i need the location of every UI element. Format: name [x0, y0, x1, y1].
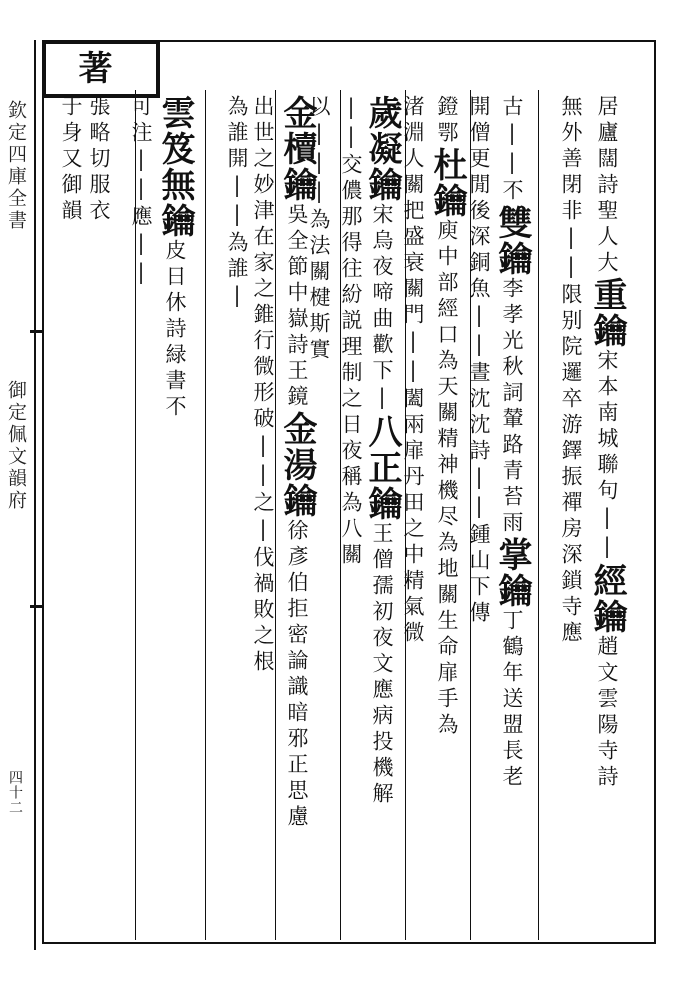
- text-column: [587, 95, 627, 791]
- headword: 經鑰: [587, 563, 627, 635]
- entry-text: 宋本南城聯句||: [595, 349, 619, 563]
- margin-divider: [34, 40, 36, 950]
- text-column: [362, 95, 402, 808]
- headword: 重鑰: [587, 277, 627, 349]
- entry-text: 無外善閉非||限别院邏卒游鐸振: [559, 95, 583, 491]
- entry-text: 皮日休詩緑書不: [163, 239, 187, 421]
- entry-text: 詩||鍾山下傳: [467, 439, 491, 627]
- entry-text: 人關把盛衰關門||闔兩扉丹田之中精氣微: [401, 147, 425, 647]
- entry-text: 鐙鄂: [435, 95, 459, 147]
- text-column: [252, 95, 273, 676]
- text-column: [468, 95, 489, 627]
- column-rule: [538, 90, 539, 940]
- entry-text: ||交儂那得往: [339, 95, 363, 283]
- text-column: [427, 95, 467, 739]
- entry-text: 禪房深鎖寺應: [559, 491, 583, 647]
- text-column: [155, 95, 195, 421]
- entry-text: 出世之妙津在家之錐行: [251, 95, 275, 355]
- text-column: [60, 95, 81, 225]
- entry-text: 後深銅魚||晝沈沈: [467, 199, 491, 439]
- entry-text: 丁鶴年送盟長老: [500, 609, 524, 791]
- entry-text: 張略切服衣: [87, 95, 111, 225]
- entry-text: 微形破||之|伐禍敗之根: [251, 355, 275, 676]
- column-rule: [275, 90, 276, 940]
- margin-fishtail-top: [30, 330, 44, 333]
- column-rule: [205, 90, 206, 940]
- entry-text: 吳全節中嶽詩王鏡: [285, 203, 309, 411]
- entry-text: 開僧更閒: [467, 95, 491, 199]
- headword: 金湯鑰: [277, 411, 317, 519]
- entry-text: 渚淵: [401, 95, 425, 147]
- page-number: 四十二: [7, 770, 23, 815]
- book-title: 欽定四庫全書: [5, 100, 27, 232]
- entry-text: 宋烏夜啼曲歡下|: [370, 203, 394, 414]
- entry-text: 古||不: [500, 95, 524, 205]
- headword: 杜鑰: [427, 147, 467, 219]
- headword: 雲笈無鑰: [155, 95, 195, 239]
- headword: 掌鑰: [492, 537, 532, 609]
- text-column: [402, 95, 423, 647]
- entry-text: 紛説理制之日夜稱為八關: [339, 283, 363, 569]
- entry-text: 可注||應||: [129, 95, 153, 289]
- entry-text: 居廬闊詩聖人大: [595, 95, 619, 277]
- text-column: [277, 95, 317, 831]
- entry-text: 李孝光秋詞輦路青苔雨: [500, 277, 524, 537]
- entry-text: 為誰開||為誰|: [225, 95, 249, 312]
- text-column: [88, 95, 109, 225]
- text-column: [130, 95, 151, 289]
- text-column: [340, 95, 361, 569]
- headword: 雙鑰: [492, 205, 532, 277]
- section-title: 御定佩文韻府: [5, 380, 27, 512]
- text-column: [560, 95, 581, 647]
- entry-header: 著: [72, 50, 112, 86]
- margin-fishtail-bottom: [30, 605, 44, 608]
- headword: 八正鑰: [362, 414, 402, 522]
- entry-text: 于身又御韻: [59, 95, 83, 225]
- text-column: [492, 95, 532, 791]
- entry-text: 趙文雲陽寺詩: [595, 635, 619, 791]
- entry-text: 以|||為法關楗斯實: [307, 95, 331, 364]
- headword: 金櫝鑰: [277, 95, 317, 203]
- text-column: [226, 95, 247, 312]
- entry-text: 庾中部經口為天關精神機尽為地關生命扉手為: [435, 219, 459, 739]
- entry-text: 徐彥伯拒密論識暗邪正思慮: [285, 519, 309, 831]
- entry-text: 王僧孺初夜文應病投機解: [370, 522, 394, 808]
- headword: 歲凝鑰: [362, 95, 402, 203]
